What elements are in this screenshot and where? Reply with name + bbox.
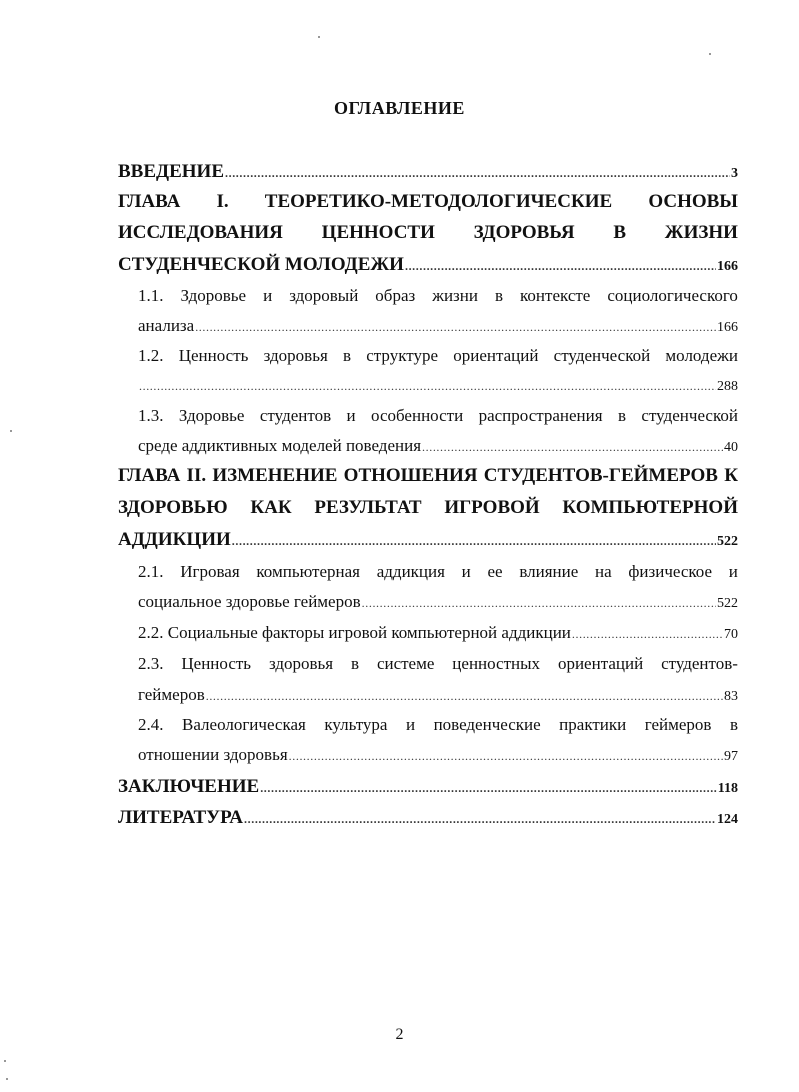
toc-page-number: 40 [724,440,738,455]
page-title: ОГЛАВЛЕНИЕ [334,98,465,118]
toc-word: ИССЛЕДОВАНИЯ [118,222,283,243]
toc-word: ГЛАВА [118,191,181,212]
toc-entry-label: геймеров [138,685,205,704]
toc-word: 2.3. [138,654,164,673]
toc-word: ориентаций [557,654,644,673]
scan-speck [6,1078,8,1080]
toc-word: ориентаций [453,346,539,365]
toc-chapter2-line1[interactable] [118,464,738,488]
toc-word: ЗДОРОВЬЮ [118,497,228,518]
toc-word: студентов- [661,654,738,673]
toc-word: геймеров [644,715,712,734]
dot-leader [362,591,716,615]
toc-word: в [351,654,360,673]
toc-entry-label: анализа [138,316,195,335]
toc-chapter2-line3[interactable] [118,528,738,552]
dot-leader [244,807,716,831]
toc-word: ее [487,562,503,581]
toc-word: 1.3. [138,406,164,425]
toc-page-number: 118 [717,781,738,796]
toc-entry-label: среде аддиктивных моделей поведения [138,436,422,455]
toc-word: Ценность [181,654,252,673]
toc-entry-label: ВВЕДЕНИЕ [118,161,224,182]
toc-chapter1-line1[interactable] [118,190,738,214]
toc-word: аддикция [376,562,445,581]
scan-speck [10,430,12,432]
toc-word: ЗДОРОВЬЯ [473,222,575,243]
toc-word: Валеологическая [182,715,306,734]
toc-word: и [728,562,738,581]
toc-entry-label: СТУДЕНЧЕСКОЙ МОЛОДЕЖИ [118,254,404,275]
toc-word: ИЗМЕНЕНИЕ [212,465,338,486]
toc-word: контексте [520,286,591,305]
toc-word: ИГРОВОЙ [444,497,540,518]
toc-word: системе [376,654,435,673]
dot-leader [422,435,723,459]
toc-word: 2.1. [138,562,164,581]
toc-word: практики [559,715,627,734]
toc-page-number: 288 [717,379,738,394]
toc-entry-label: ЗАКЛЮЧЕНИЕ [118,776,260,797]
toc-chapter1-line2[interactable] [118,221,738,245]
toc-word: К [724,465,738,486]
toc-section-1-3-line2[interactable] [138,434,738,458]
toc-word: физическое [628,562,713,581]
toc-word: на [595,562,612,581]
dot-leader [139,374,716,398]
toc-page-number: 3 [731,166,738,181]
toc-word: I. [216,191,229,212]
toc-word: культура [324,715,388,734]
toc-section-1-3-line1[interactable] [138,404,738,428]
toc-page-number: 97 [724,749,738,764]
toc-word: и [461,562,471,581]
toc-page-number: 522 [717,534,738,549]
toc-word: здоровья [268,654,334,673]
toc-word: РЕЗУЛЬТАТ [314,497,422,518]
dot-leader [206,684,723,708]
toc-entry-label: отношении здоровья [138,745,288,764]
dot-leader [195,315,716,339]
toc-word: социологического [607,286,738,305]
toc-section-2-4-line2[interactable] [138,743,738,767]
page-number: 2 [395,1026,404,1043]
toc-page-number: 124 [717,812,738,827]
toc-entry-label: 2.2. Социальные факторы игровой компьютерной аддикции [138,623,571,642]
toc-word: поведенческие [433,715,541,734]
toc-word: и [263,286,273,305]
toc-word: Ценность [178,346,249,365]
toc-section-2-4-line1[interactable] [138,713,738,737]
toc-word: КАК [250,497,292,518]
toc-word: 1.1. [138,286,164,305]
toc-chapter1-line3[interactable] [118,253,738,277]
toc-word: и [346,406,356,425]
toc-entry-intro[interactable] [118,160,738,184]
toc-word: ЖИЗНИ [664,222,738,243]
toc-word: ГЛАВА [118,465,181,486]
toc-word: II. [186,465,207,486]
toc-entry-literature[interactable] [118,806,738,830]
toc-word: В [613,222,627,243]
dot-leader [232,529,716,553]
toc-word: жизни [432,286,478,305]
toc-word: ценностных [452,654,541,673]
toc-word: образ [375,286,416,305]
toc-word: Здоровье [180,286,247,305]
toc-word: особенности [371,406,464,425]
toc-entry-label: АДДИКЦИИ [118,529,231,550]
toc-word: ЦЕННОСТИ [321,222,435,243]
scan-speck [318,36,320,38]
toc-word: структуре [366,346,438,365]
scan-speck [4,1060,6,1062]
toc-entry-label: социальное здоровье геймеров [138,592,361,611]
toc-section-2-1-line1[interactable] [138,560,738,584]
toc-word: в [494,286,504,305]
toc-entry-conclusion[interactable] [118,775,738,799]
toc-page-number: 166 [717,259,738,274]
toc-word: Здоровье [178,406,245,425]
dot-leader [260,776,717,800]
toc-word: распространения [478,406,603,425]
toc-word: студенческой [641,406,738,425]
toc-word: ТЕОРЕТИКО-МЕТОДОЛОГИЧЕСКИЕ [264,191,613,212]
toc-chapter2-line2[interactable] [118,496,738,520]
toc-page-number: 166 [717,320,738,335]
toc-word: и [405,715,416,734]
toc-section-2-3-line2[interactable] [138,683,738,707]
toc-word: студентов [259,406,332,425]
toc-entry-label: ЛИТЕРАТУРА [118,807,244,828]
dot-leader [289,744,723,768]
toc-word: здоровья [263,346,328,365]
scan-speck [709,53,711,55]
toc-word: 2.4. [138,715,164,734]
toc-word: Игровая [180,562,240,581]
dot-leader [405,254,716,278]
toc-word: в [343,346,352,365]
toc-section-1-1-line1[interactable] [138,284,738,308]
toc-section-2-1-line2[interactable] [138,590,738,614]
toc-word: КОМПЬЮТЕРНОЙ [562,497,738,518]
dot-leader [225,161,730,185]
toc-word: влияние [519,562,579,581]
toc-word: ОТНОШЕНИЯ [343,465,478,486]
toc-page-number: 522 [717,596,738,611]
toc-word: в [617,406,627,425]
toc-word: молодежи [665,346,738,365]
toc-word: ОСНОВЫ [648,191,738,212]
toc-section-1-2-line1[interactable] [138,344,738,368]
toc-word: 1.2. [138,346,164,365]
toc-section-1-2-line2[interactable] [138,374,738,398]
toc-word: студенческой [553,346,651,365]
toc-section-2-3-line1[interactable] [138,652,738,676]
toc-page-number: 83 [724,689,738,704]
toc-word: СТУДЕНТОВ-ГЕЙМЕРОВ [483,465,718,486]
toc-word: здоровый [289,286,359,305]
toc-section-1-1-line2[interactable] [138,314,738,338]
toc-word: компьютерная [256,562,360,581]
dot-leader [572,622,723,646]
toc-section-2-2[interactable] [138,621,738,645]
toc-word: в [729,715,738,734]
toc-page-number: 70 [724,627,738,642]
